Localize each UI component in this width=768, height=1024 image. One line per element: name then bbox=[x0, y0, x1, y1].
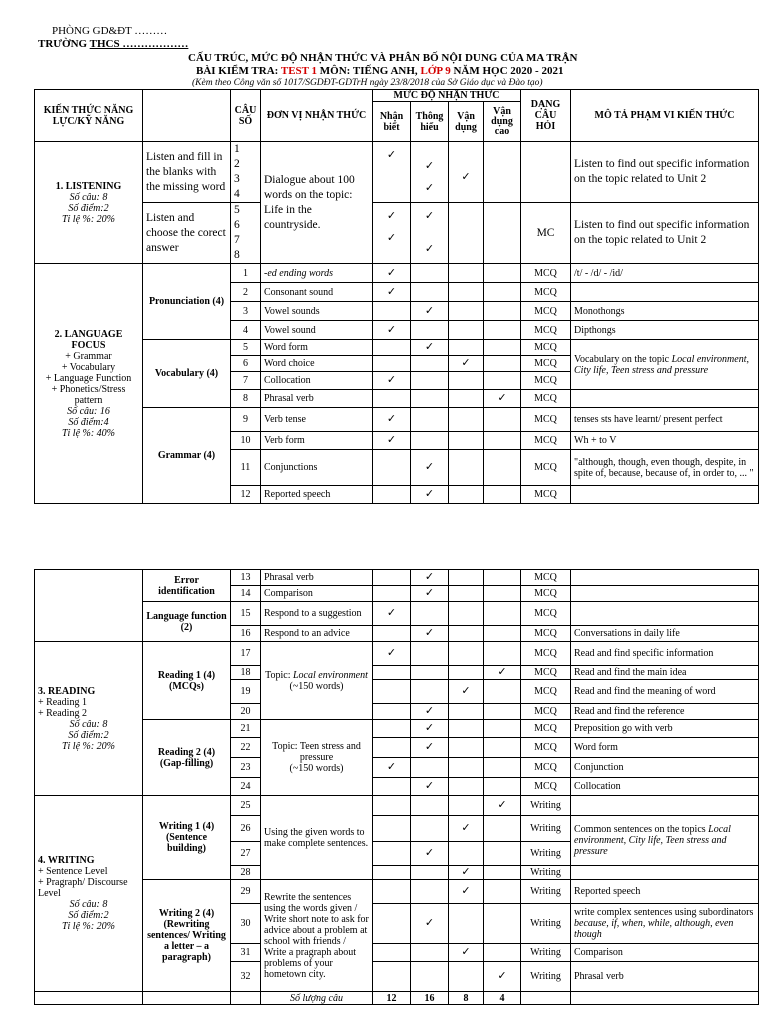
col-description-header: MÔ TẢ PHẠM VI KIẾN THỨC bbox=[571, 90, 759, 142]
listening-nums-2: 5 6 7 8 bbox=[231, 203, 261, 264]
col-understand-header: Thông hiểu bbox=[411, 102, 449, 142]
school-dept: PHÒNG GD&ĐT ……… bbox=[52, 25, 168, 37]
total-recognize: 12 bbox=[373, 992, 411, 1005]
group-language-function: Language function (2) bbox=[143, 602, 231, 642]
vocabulary-desc: Vocabulary on the topic Local environment, City life, Teen stress and pressure bbox=[571, 340, 759, 390]
group-writing-2: Writing 2 (4) (Rewriting sentences/ Writing a letter – a paragraph) bbox=[143, 880, 231, 992]
group-vocabulary: Vocabulary (4) bbox=[143, 340, 231, 408]
title-line-2: BÀI KIỂM TRA: TEST 1 MÔN: TIẾNG ANH, LỚP 9 NĂM HỌC 2020 - 2021 bbox=[196, 65, 564, 77]
total-understand: 16 bbox=[411, 992, 449, 1005]
listening-unit: Dialogue about 100 words on the topic: Life in the countryside. bbox=[261, 142, 373, 264]
group-reading-2: Reading 2 (4) (Gap-filling) bbox=[143, 720, 231, 796]
col-recognize-header: Nhận biết bbox=[373, 102, 411, 142]
subtitle: (Kèm theo Công văn số 1017/SGDĐT-GDTrH ngày 23/8/2018 của Sở Giáo dục và Đào tạo) bbox=[192, 78, 543, 88]
group-reading-1: Reading 1 (4) (MCQs) bbox=[143, 642, 231, 720]
listening-desc-1: Listen to find out specific information on the topic related to Unit 2 bbox=[571, 142, 759, 203]
title-line-1: CẤU TRÚC, MỨC ĐỘ NHẬN THỨC VÀ PHÂN BỐ NỘI DUNG CỦA MA TRẬN bbox=[188, 52, 578, 64]
total-apply-high: 4 bbox=[484, 992, 521, 1005]
matrix-table-part-1: KIẾN THỨC NĂNG LỰC/KỸ NĂNG CÂU SỐ ĐƠN VỊ NHẬN THỨC MỨC ĐỘ NHẬN THỨC DẠNG CÂU HỎI MÔ TẢ PHẠM VI KIẾN THỨC Nhận biết Thông hiểu Vận dụng Vận dụng cao 1. LISTENING Số câu: 8 Số điểm:2 Tỉ lệ %: 20% Listen and fill in the blanks with the missing word 1 2 3 4 Dialogue about 100 words on the topic: Life in the countryside. ✓ ✓ ✓ ✓ Listen to find out specific information on the topic related to Unit 2 Listen and choose the corect answer 5 6 7 8 ✓ ✓ ✓ ✓ MC Listen to find out specific information on the topic related to Unit 2 2. LANGUAGE FOCUS + Grammar + Vocabulary + Language Function + Phonetics/Stress pattern Số câu: 16 Số điểm:4 Tỉ lệ %: 40% Pronunciation (4) 1 -ed ending words ✓ MCQ /t/ - /d/ - /id/ 2 Consonant sound ✓ MCQ 3 Vowel sounds ✓ MCQ Monothongs 4 Vowel sound ✓ MCQ Dipthongs Vocabulary (4) 5 Word form ✓ MCQ Vocabulary on the topic Local environment, City life, Teen stress and pressure 6 Word choice ✓ MCQ 7 Collocation ✓ MCQ 8 Phrasal verb ✓ MCQ Grammar (4) 9 Verb tense ✓ MCQ tenses sts have learnt/ present perfect 10 Verb form ✓ MCQ Wh + to V 11 Conjunctions ✓ MCQ "although, though, even though, despite, in spite of, because, because of, in order to, ... " 12 Reported speech ✓ MCQ bbox=[34, 89, 759, 504]
col-knowledge-header: KIẾN THỨC NĂNG LỰC/KỸ NĂNG bbox=[35, 90, 143, 142]
listening-qtype: MC bbox=[521, 203, 571, 264]
listening-desc-2: Listen to find out specific information on the topic related to Unit 2 bbox=[571, 203, 759, 264]
group-error-identification: Error identification bbox=[143, 570, 231, 602]
col-level-header: MỨC ĐỘ NHẬN THỨC bbox=[373, 90, 521, 102]
col-qtype-header: DẠNG CÂU HỎI bbox=[521, 90, 571, 142]
totals-label: Số lượng câu bbox=[261, 992, 373, 1005]
col-unit-header: ĐƠN VỊ NHẬN THỨC bbox=[261, 90, 373, 142]
writing-unit-2: Rewrite the sentences using the words given / Write short note to ask for advice about a problem at school with friends / Write a pragraph about problems of your hometown city. bbox=[261, 880, 373, 992]
matrix-table-part-2: Error identification 13 Phrasal verb ✓ MCQ 14 Comparison ✓ MCQ Language function (2) 15 Respond to a suggestion ✓ MCQ 16 Respond to an advice ✓ MCQ Conversations in daily life 3. READING + Reading 1 + Reading 2 Số câu: 8 Số điểm:2 Tỉ lệ %: 20% Reading 1 (4) (MCQs) 17 Topic: Local environment (~150 words) ✓ MCQ Read and find specific information 18 ✓ MCQ Read and find the main idea 19 ✓ MCQ Read and find the meaning of word 20 ✓ MCQ Read and find the reference Reading 2 (4) (Gap-filling) 21 Topic: Teen stress and pressure (~150 words) ✓ MCQ Preposition go with verb 22 ✓ MCQ Word form 23 ✓ MCQ Conjunction 24 ✓ MCQ Collocation 4. WRITING + Sentence Level + Pragraph/ Discourse Level Số câu: 8 Số điểm:2 Tỉ lệ %: 20% Writing 1 (4) (Sentence building) 25 Using the given words to make complete sentences. ✓ Writing 26 ✓ Writing Common sentences on the topics Local environment, City life, Teen stress and pressure 27 ✓ Writing 28 ✓ Writing Writing 2 (4) (Rewriting sentences/ Writing a letter – a paragraph) 29 Rewrite the sentences using the words given / Write short note to ask for advice about a problem at school with friends / Write a pragraph about problems of your hometown city. ✓ Writing Reported speech 30 ✓ Writing write complex sentences using subordinators because, if, when, while, although, even though 31 ✓ Writing Comparison 32 ✓ Writing Phrasal verb Số lượng câu 12 16 8 4 bbox=[34, 569, 759, 1005]
reading-unit-1: Topic: Local environment (~150 words) bbox=[261, 642, 373, 720]
school-name: TRƯỜNG THCS ……………… bbox=[38, 38, 189, 50]
writing-desc-30: write complex sentences using subordinators because, if, when, while, although, even though bbox=[571, 904, 759, 944]
col-apply-header: Vận dụng bbox=[449, 102, 484, 142]
col-apply-high-header: Vận dụng cao bbox=[484, 102, 521, 142]
writing-unit-1: Using the given words to make complete sentences. bbox=[261, 796, 373, 880]
listening-section: 1. LISTENING Số câu: 8 Số điểm:2 Tỉ lệ %: 20% bbox=[35, 142, 143, 264]
total-apply: 8 bbox=[449, 992, 484, 1005]
language-section: 2. LANGUAGE FOCUS + Grammar + Vocabulary + Language Function + Phonetics/Stress pattern Số câu: 16 Số điểm:4 Tỉ lệ %: 40% bbox=[35, 264, 143, 504]
group-grammar: Grammar (4) bbox=[143, 408, 231, 504]
writing-desc-1: Common sentences on the topics Local environment, City life, Teen stress and pressure bbox=[571, 816, 759, 866]
listening-nums-1: 1 2 3 4 bbox=[231, 142, 261, 203]
reading-unit-2: Topic: Teen stress and pressure (~150 words) bbox=[261, 720, 373, 796]
group-writing-1: Writing 1 (4) (Sentence building) bbox=[143, 796, 231, 880]
col-question-header: CÂU SỐ bbox=[231, 90, 261, 142]
writing-section: 4. WRITING + Sentence Level + Pragraph/ Discourse Level Số câu: 8 Số điểm:2 Tỉ lệ %: 20% bbox=[35, 796, 143, 992]
listening-sub-1: Listen and fill in the blanks with the missing word bbox=[143, 142, 231, 203]
listening-sub-2: Listen and choose the corect answer bbox=[143, 203, 231, 264]
reading-section: 3. READING + Reading 1 + Reading 2 Số câu: 8 Số điểm:2 Tỉ lệ %: 20% bbox=[35, 642, 143, 796]
group-pronunciation: Pronunciation (4) bbox=[143, 264, 231, 340]
